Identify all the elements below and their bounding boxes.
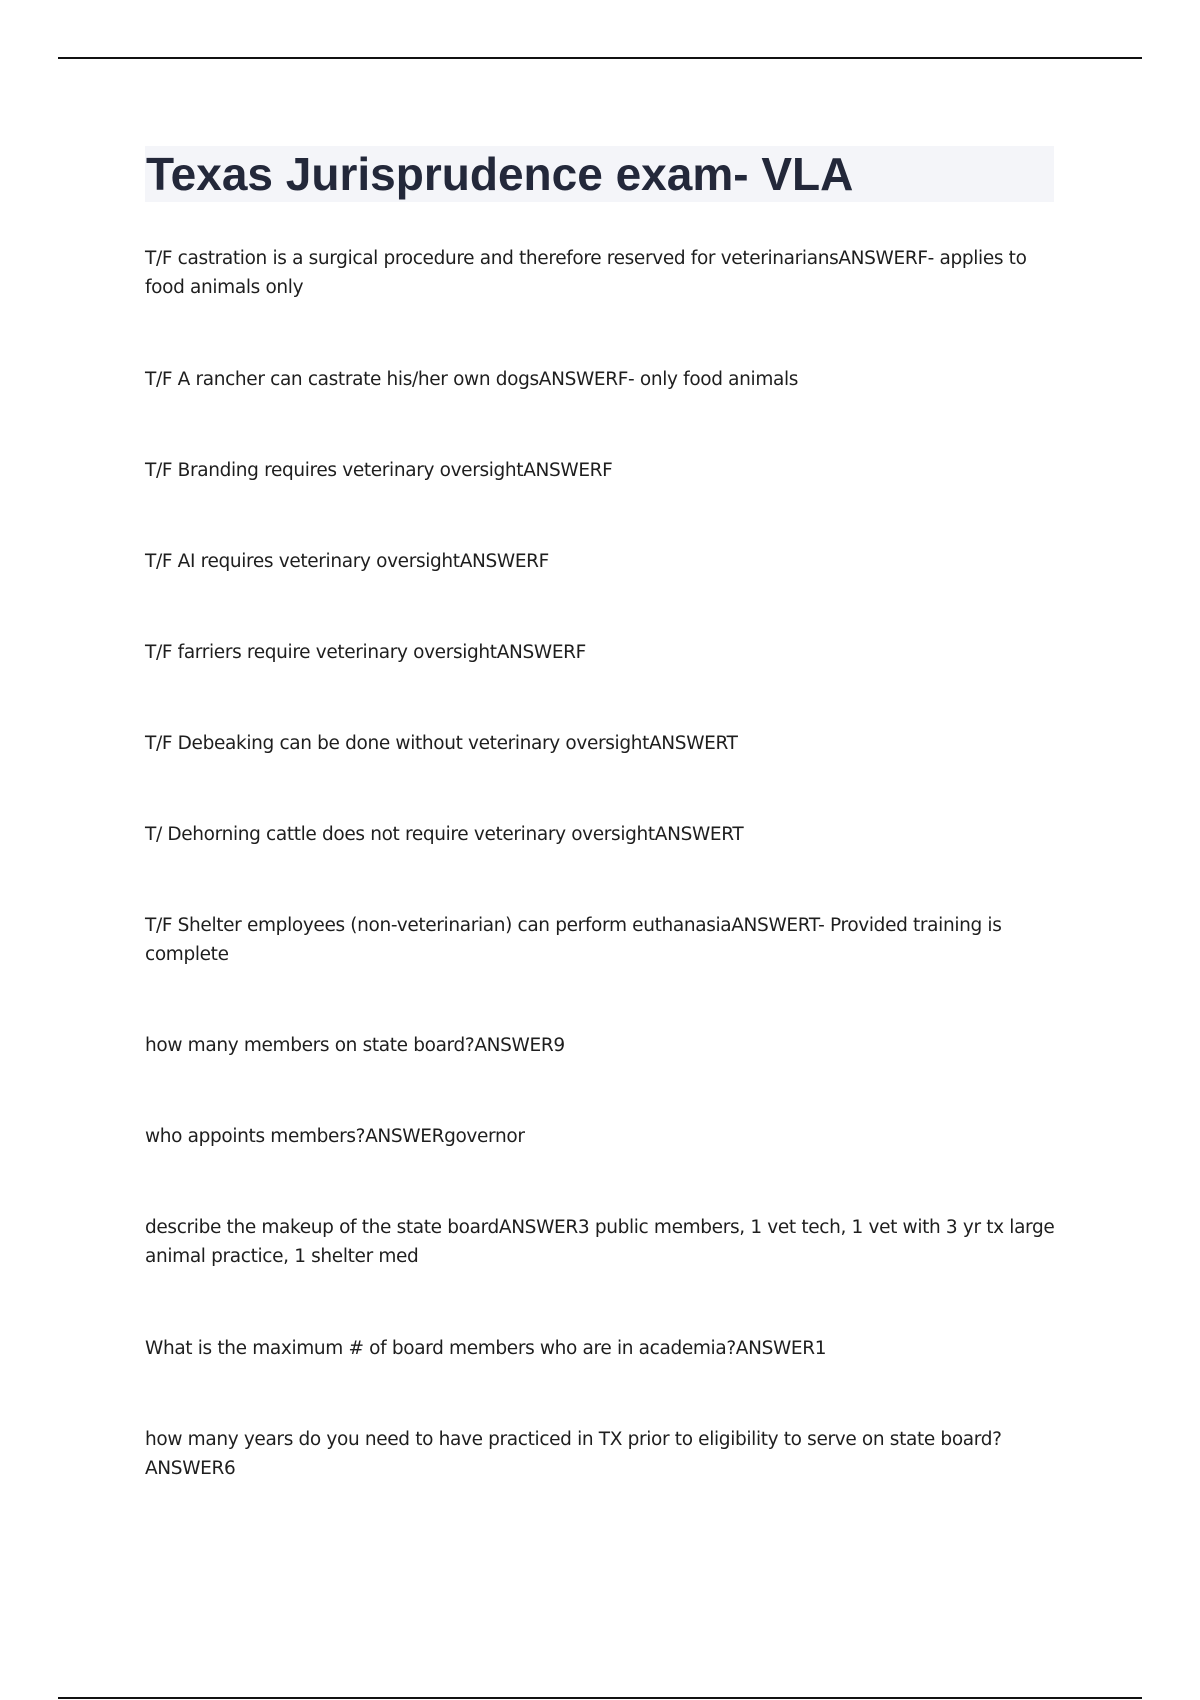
qa-item-3: T/F Branding requires veterinary oversightANSWERF	[145, 460, 613, 481]
qa-item-5: T/F farriers require veterinary oversightANSWERF	[145, 642, 586, 663]
qa-item-9: how many members on state board?ANSWER9	[145, 1035, 565, 1056]
qa-item-6: T/F Debeaking can be done without veterinary oversightANSWERT	[145, 733, 738, 754]
qa-item-2: T/F A rancher can castrate his/her own dogsANSWERF- only food animals	[145, 369, 799, 390]
qa-item-10: who appoints members?ANSWERgovernor	[145, 1126, 525, 1147]
qa-item-7: T/ Dehorning cattle does not require veterinary oversightANSWERT	[145, 824, 744, 845]
qa-item-4: T/F AI requires veterinary oversightANSWERF	[145, 551, 549, 572]
qa-item-1: T/F castration is a surgical procedure and therefore reserved for veterinariansANSWERF- applies to food animals only	[145, 248, 1027, 298]
qa-item-8: T/F Shelter employees (non-veterinarian) can perform euthanasiaANSWERT- Provided training is complete	[145, 915, 1002, 965]
qa-item-13: how many years do you need to have practiced in TX prior to eligibility to serve on state board?ANSWER6	[145, 1429, 1002, 1479]
page-title: Texas Jurisprudence exam- VLA	[146, 148, 854, 200]
footer-rule	[58, 1697, 1142, 1699]
header-rule	[58, 57, 1142, 59]
qa-item-12: What is the maximum # of board members who are in academia?ANSWER1	[145, 1338, 827, 1359]
qa-item-11: describe the makeup of the state boardANSWER3 public members, 1 vet tech, 1 vet with 3 yr tx large animal practice, 1 shelter med	[145, 1217, 1055, 1267]
